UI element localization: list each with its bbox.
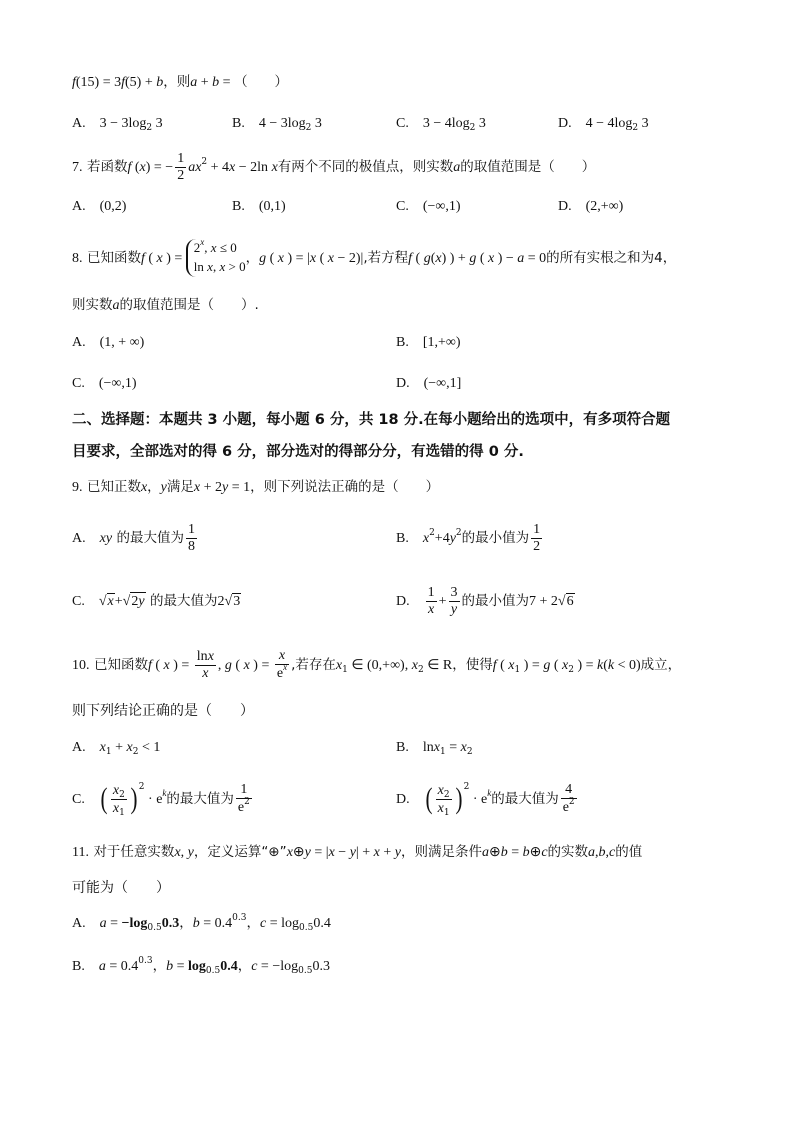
- q9-option-b: B. $x^2+4y^2$的最小值为 $\frac{1}{2}$: [396, 521, 541, 554]
- q8-option-a: A. (1, + ∞): [72, 335, 145, 350]
- q6-option-d: D. $4 - 4\log_2$ 3: [558, 116, 649, 133]
- q6-option-a: A. $3 - 3\log_2$ 3: [72, 116, 163, 133]
- q8-stem: 8. 已知函数f ( x ) = $2^x$, x ≤ 0 ln x, x > 0，g ( x ) = |x ( x − 2)|,若方程f ( g(x) ) + g ( x ) − a = 0的所有实根之和为4，: [72, 236, 676, 281]
- q7-stem: 7. 若函数f (x) = − $\frac{1}{2}$ $ax^2 + 4x - 2\ln$ x有两个不同的极值点，则实数a的取值范围是（ ）: [72, 150, 596, 183]
- q6-option-b: B. $4 - 3\log_2$ 3: [232, 116, 322, 133]
- q10-option-a: A. $x_1 + x_2 < 1$: [72, 740, 161, 757]
- q7-option-b: B. (0,1): [232, 199, 286, 214]
- q9-stem: 9. 已知正数x，y满足x + 2y = 1，则下列说法正确的是（ ）: [72, 479, 440, 495]
- q9-option-d: D. $\frac{1}{x}$ + $\frac{3}{y}$ 的最小值为7 + 2√6: [396, 584, 574, 617]
- q10-stem: 10. 已知函数f ( x ) = $\frac{\ln x}{x}$ , g ( x ) = $\frac{x}{e^x}$ ,若存在$x_1$ ∈ (0,+∞), $x_2$ ∈ R，使得f ( $x_1$ ) = g ( $x_2$ ) = k(k < 0)成立，: [72, 648, 682, 681]
- piecewise-brace: 2$^x$, x ≤ 0 ln x, x > 0: [186, 239, 246, 277]
- q8-option-d: D. (−∞,1]: [396, 376, 462, 391]
- q11-stem: 11. 对于任意实数x, y，定义运算“⊕”x⊕y = |x − y| + x + y，则满足条件a⊕b = b⊕c的实数a,b,c的值: [72, 844, 643, 860]
- q9-option-c: C. √x+√2y 的最大值为2√3: [72, 593, 241, 609]
- q8-stem-line2: 则实数a的取值范围是（ ）.: [72, 297, 259, 313]
- q10-option-b: B. $\ln x_1 = x_2$: [396, 740, 473, 757]
- q8-option-c: C. (−∞,1): [72, 376, 137, 391]
- q7-option-c: C. (−∞,1): [396, 199, 461, 214]
- q10-stem-line2: 则下列结论正确的是（ ）: [72, 703, 254, 719]
- q6-option-c: C. $3 - 4\log_2$ 3: [396, 116, 486, 133]
- q8-option-b: B. [1,+∞): [396, 335, 461, 350]
- section2-heading-line1: 二、选择题：本题共 3 小题，每小题 6 分，共 18 分.在每小题给出的选项中，有多项符合题: [72, 412, 671, 428]
- section2-heading-line2: 目要求，全部选对的得 6 分，部分选对的得部分分，有选错的得 0 分.: [72, 444, 524, 460]
- q11-option-a: A. $a = -\log_{0.5}0.3$，$b = 0.4^{0.3}$，$c = \log_{0.5}0.4$: [72, 913, 331, 933]
- q10-option-c: C. ( $\frac{x_2}{x_1}$ ) $^2 \cdot e^k$的最大值为 $\frac{1}{e^2}$: [72, 782, 250, 818]
- q6-stem-tail: f(15) = 3f(5) + b，则a + b = （ ）: [72, 74, 289, 90]
- q7-option-a: A. (0,2): [72, 199, 127, 214]
- q10-option-d: D. ( $\frac{x_2}{x_1}$ ) $^2 \cdot e^k$的最大值为 $\frac{4}{e^2}$: [396, 782, 575, 818]
- q11-option-b: B. $a = 0.4^{0.3}$，$b = \log_{0.5}0.4$，$c = -\log_{0.5}0.3$: [72, 956, 330, 976]
- q7-option-d: D. (2,+∞): [558, 199, 624, 214]
- q9-option-a: A. xy 的最大值为 $\frac{1}{8}$: [72, 521, 196, 554]
- q11-stem-line2: 可能为（ ）: [72, 880, 170, 896]
